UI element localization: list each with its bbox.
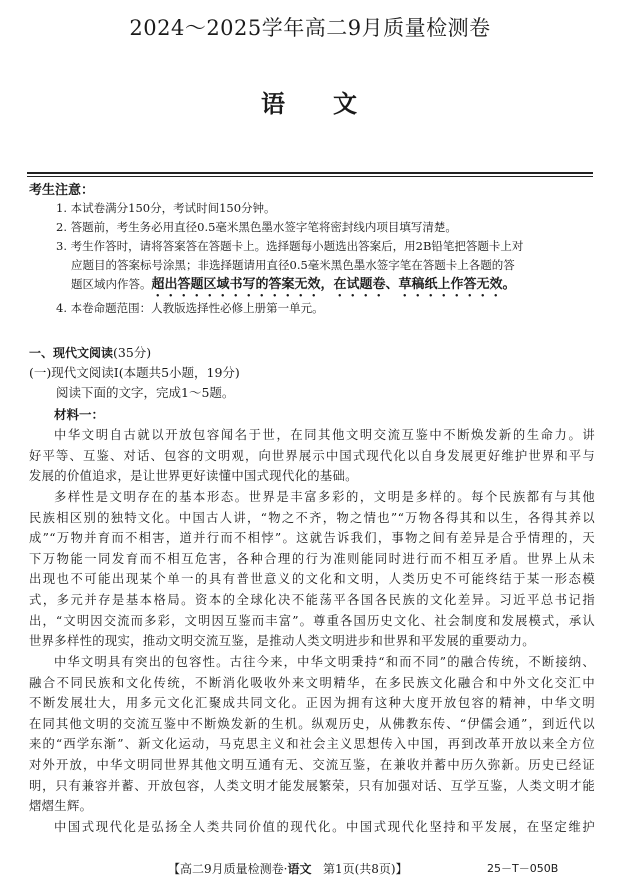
section-main-score: (35分)	[113, 345, 152, 360]
paragraph-2	[29, 487, 595, 652]
notice-item-3-cont-1: 应题目的答案标号涂黑；非选择题请用直径0.5毫米黑色墨水签字笔在答题卡上各题的答	[71, 258, 515, 272]
notice-item-3: 3. 考生作答时，请将答案答在答题卡上。选择题每小题选出答案后，用2B铅笔把答题卡上对	[56, 239, 524, 253]
subject-title	[0, 84, 620, 119]
footer-left-bracket: 【	[168, 862, 181, 876]
exam-title: 2024～2025学年高二9月质量检测卷	[129, 16, 491, 40]
paragraph-line: 融合不同民族和文化传统，不断消化吸收外来文明精华，在多民族文化融合和中外文化交汇中	[29, 675, 595, 690]
subsection-heading: (一)现代文阅读Ⅰ(本题共5小题，19分)	[29, 365, 240, 380]
paragraph-line: 在同其他文明的交流互鉴中不断焕发新的生机。纵观历史，从佛教东传、“伊儒会通”，到近代以	[29, 716, 595, 731]
subject-char-1: 语	[261, 89, 287, 118]
footer-exam-info	[168, 860, 408, 877]
divider-thick	[27, 172, 593, 174]
paragraph-4	[29, 817, 595, 838]
notice-item-2: 2. 答题前，考生务必用直径0.5毫米黑色墨水签字笔将密封线内项目填写清楚。	[56, 220, 457, 234]
paragraph-line: 中国式现代化是弘扬全人类共同价值的现代化。中国式现代化坚持和平发展，在坚定维护	[54, 820, 595, 834]
reading-instruction: 阅读下面的文字，完成1～5题。	[56, 385, 235, 400]
footer-right-bracket: 】	[395, 862, 408, 876]
paragraph-line: 出现也不可能出现某个单一的具有普世意义的文化和文明，人类历史不可能终结于某一形态模	[29, 572, 595, 587]
paragraph-line: 不断发展壮大，用多元文化汇聚成共同文化。正因为拥有这种大度开放包容的精神，中华文明	[29, 696, 595, 711]
notice-item-3-emphasis: 超出答题区域书写的答案无效，在试题卷、草稿纸上作答无效。	[151, 277, 516, 292]
notice-item-4: 4. 本卷命题范围：人教版选择性必修上册第一单元。	[56, 301, 324, 315]
notice-item-1: 1. 本试卷满分150分，考试时间150分钟。	[56, 201, 276, 215]
paragraph-line: 好平等、互鉴、对话、包容的文明观，向世界展示中国式现代化以自身发展更好维护世界和平与	[29, 448, 595, 463]
paragraph-line: 民族相区别的独特文化。中国古人讲，“物之不齐，物之情也”“万物各得其和以生，各得其养以	[29, 510, 595, 525]
paragraph-line: 出，“文明因交流而多彩，文明因互鉴而丰富”。尊重各国历史文化、社会制度和发展模式，承认	[29, 613, 595, 628]
footer-subject: 语文	[287, 862, 312, 876]
section-main-label: 一、现代文阅读	[29, 346, 114, 360]
paragraph-line: 熠熠生辉。	[29, 799, 93, 814]
paragraph-line: 中华文明自古就以开放包容闻名于世，在同其他文明交流互鉴中不断焕发新的生命力。讲	[54, 428, 595, 442]
paragraph-line: 下万物能一同发育而不相互危害，各种合理的行为准则能同时进行而不相互矛盾。世界上从未	[29, 551, 595, 566]
paragraph-line: 式，多元并存是基本格局。资本的全球化决不能荡平各国各民族的文化差异。习近平总书记指	[29, 592, 595, 607]
paragraph-line: 来的“西学东渐”、新文化运动，马克思主义和社会主义思想传入中国，再到改革开放以来全方位	[29, 737, 595, 752]
divider-thin	[27, 176, 593, 177]
material-label: 材料一：	[54, 407, 105, 422]
paragraph-1	[29, 425, 595, 487]
paragraph-line: 世界多样性的现实，推动文明交流互鉴，是推动人类文明进步和世界和平发展的重要动力。	[29, 634, 535, 649]
notice-item-3-plain: 题区域内作答。	[71, 277, 152, 291]
paragraph-line: 明，只有兼容并蓄、开放包容，人类文明才能发展繁荣，只有加强对话、互学互鉴，人类文明才能	[29, 778, 595, 793]
footer-exam-code: 25－T－050B	[487, 862, 559, 875]
paragraph-line: 发展的价值追求，是让世界更好读懂中国式现代化的基础。	[29, 469, 358, 484]
notice-heading: 考生注意：	[29, 183, 95, 198]
section-heading	[29, 343, 151, 361]
footer-exam-name: 高二9月质量检测卷	[180, 862, 284, 876]
paragraph-line: 成”“万物并育而不相害，道并行而不相悖”。这就告诉我们，事物之间有差异是合乎情理的，天	[29, 531, 595, 546]
paragraph-line: 多样性是文明存在的基本形态。世界是丰富多彩的，文明是多样的。每个民族都有与其他	[54, 490, 595, 504]
footer-page-info: 第1页(共8页)	[322, 862, 396, 876]
footer-dot: ·	[283, 862, 288, 876]
notice-item-3-cont-2	[71, 275, 596, 300]
paragraph-line: 中华文明具有突出的包容性。古往今来，中华文明秉持“和而不同”的融合传统，不断接纳、	[54, 655, 595, 669]
paragraph-3	[29, 652, 595, 817]
subject-char-2: 文	[333, 89, 359, 118]
paragraph-line: 对外开放，中华文明同世界其他文明互通有无、交流互鉴，在兼收并蓄中历久弥新。历史已经证	[29, 757, 595, 772]
